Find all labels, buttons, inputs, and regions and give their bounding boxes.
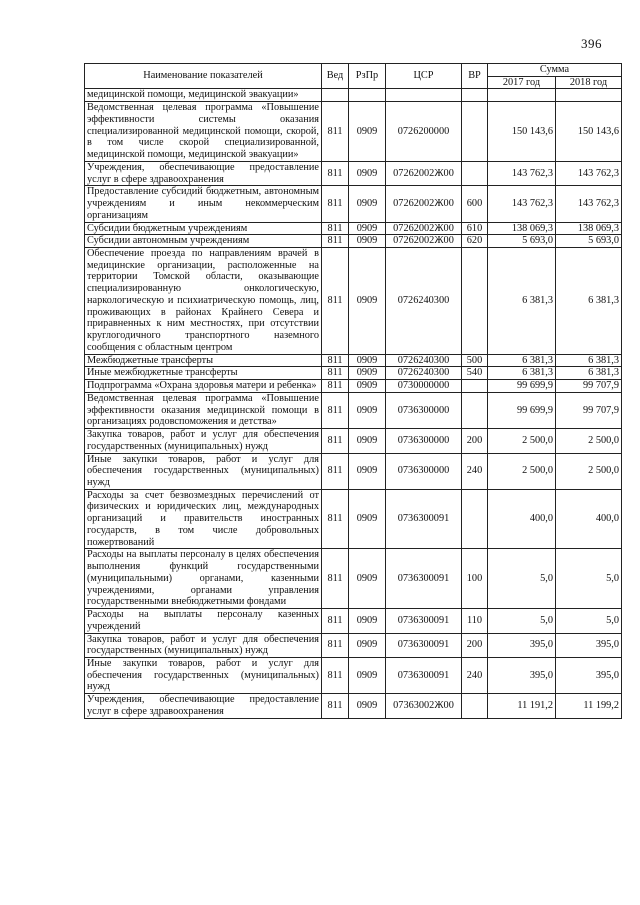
row-ved: 811 (322, 367, 349, 380)
row-sum-2018: 6 381,3 (556, 367, 622, 380)
row-sum-2018: 5,0 (556, 609, 622, 633)
row-name: Обеспечение проезда по направлениям врачей в медицинские организации, расположенные на территории Томской области, оказывающие специализированную онкологическую, наркологическую и психиатрическую помощь, лиц, проживающих в районах Крайнего Севера и приравненных к ним местностях, при отсутствии круглогодичного транспортного наземного сообщения с областным центром (85, 248, 322, 355)
row-name: Расходы на выплаты персоналу в целях обеспечения выполнения функций государственными (муниципальными) органами, казенными учреждениями, органами управления государственными внебюджетными фондами (85, 549, 322, 609)
header-ved: Вед (322, 64, 349, 89)
row-sum-2018: 6 381,3 (556, 248, 622, 355)
row-csr: 0730000000 (386, 380, 462, 393)
row-rzpr: 0909 (349, 222, 386, 235)
row-name: Межбюджетные трансферты (85, 354, 322, 367)
row-sum-2017: 11 191,2 (488, 694, 556, 718)
row-rzpr: 0909 (349, 694, 386, 718)
row-ved: 811 (322, 235, 349, 248)
row-vr: 540 (462, 367, 488, 380)
row-rzpr: 0909 (349, 102, 386, 162)
row-csr: 07262002Ж00 (386, 235, 462, 248)
table-row (85, 453, 622, 489)
row-sum-2018: 150 143,6 (556, 102, 622, 162)
row-csr (386, 89, 462, 102)
row-rzpr: 0909 (349, 186, 386, 222)
row-name: Подпрограмма «Охрана здоровья матери и ребенка» (85, 380, 322, 393)
table-row (85, 222, 622, 235)
row-sum-2017: 2 500,0 (488, 453, 556, 489)
row-vr (462, 102, 488, 162)
row-rzpr: 0909 (349, 429, 386, 453)
table-row (85, 89, 622, 102)
row-sum-2018: 143 762,3 (556, 186, 622, 222)
table-row (85, 633, 622, 657)
row-sum-2017: 5 693,0 (488, 235, 556, 248)
table-row (85, 549, 622, 609)
table-row (85, 367, 622, 380)
row-sum-2018: 138 069,3 (556, 222, 622, 235)
header-csr: ЦСР (386, 64, 462, 89)
budget-table-body (85, 89, 622, 718)
row-sum-2018: 99 707,9 (556, 380, 622, 393)
row-ved: 811 (322, 489, 349, 549)
row-name: Ведомственная целевая программа «Повышение эффективности оказания медицинской помощи в организациях родовспоможения и детства» (85, 392, 322, 428)
row-csr: 0726200000 (386, 102, 462, 162)
row-sum-2018: 5,0 (556, 549, 622, 609)
row-sum-2017: 143 762,3 (488, 186, 556, 222)
row-rzpr: 0909 (349, 354, 386, 367)
row-ved: 811 (322, 248, 349, 355)
row-vr: 620 (462, 235, 488, 248)
row-ved: 811 (322, 549, 349, 609)
row-rzpr: 0909 (349, 392, 386, 428)
row-csr: 0736300000 (386, 392, 462, 428)
row-ved: 811 (322, 429, 349, 453)
row-vr: 240 (462, 657, 488, 693)
row-vr (462, 248, 488, 355)
row-sum-2018: 395,0 (556, 657, 622, 693)
row-csr: 0736300000 (386, 453, 462, 489)
row-vr (462, 392, 488, 428)
row-csr: 07262002Ж00 (386, 186, 462, 222)
table-row (85, 489, 622, 549)
row-csr: 0736300091 (386, 489, 462, 549)
table-row (85, 161, 622, 185)
row-vr: 110 (462, 609, 488, 633)
row-rzpr: 0909 (349, 609, 386, 633)
row-sum-2017: 6 381,3 (488, 354, 556, 367)
row-ved: 811 (322, 609, 349, 633)
row-ved: 811 (322, 694, 349, 718)
row-name: Предоставление субсидий бюджетным, автономным учреждениям и иным некоммерческим организациям (85, 186, 322, 222)
row-csr: 0726240300 (386, 367, 462, 380)
row-rzpr: 0909 (349, 633, 386, 657)
page-number: 396 (581, 36, 602, 51)
row-vr (462, 89, 488, 102)
row-vr: 240 (462, 453, 488, 489)
row-rzpr: 0909 (349, 380, 386, 393)
row-rzpr (349, 89, 386, 102)
row-vr (462, 489, 488, 549)
header-2017: 2017 год (488, 76, 556, 89)
row-sum-2017: 400,0 (488, 489, 556, 549)
row-csr: 07363002Ж00 (386, 694, 462, 718)
row-name: Учреждения, обеспечивающие предоставление услуг в сфере здравоохранения (85, 694, 322, 718)
row-ved: 811 (322, 392, 349, 428)
row-csr: 0736300091 (386, 657, 462, 693)
row-sum-2017: 395,0 (488, 657, 556, 693)
row-sum-2018: 11 199,2 (556, 694, 622, 718)
row-sum-2018: 143 762,3 (556, 161, 622, 185)
row-rzpr: 0909 (349, 367, 386, 380)
row-sum-2018: 395,0 (556, 633, 622, 657)
row-sum-2017: 99 699,9 (488, 392, 556, 428)
row-sum-2018: 2 500,0 (556, 453, 622, 489)
row-sum-2017: 150 143,6 (488, 102, 556, 162)
row-csr: 0736300091 (386, 549, 462, 609)
row-rzpr: 0909 (349, 489, 386, 549)
row-ved: 811 (322, 161, 349, 185)
row-ved: 811 (322, 657, 349, 693)
row-rzpr: 0909 (349, 657, 386, 693)
table-row (85, 392, 622, 428)
table-row (85, 609, 622, 633)
row-sum-2017: 395,0 (488, 633, 556, 657)
row-csr: 0736300000 (386, 429, 462, 453)
row-sum-2017: 6 381,3 (488, 248, 556, 355)
table-row (85, 657, 622, 693)
row-vr (462, 380, 488, 393)
row-ved: 811 (322, 102, 349, 162)
budget-table (84, 63, 622, 719)
row-vr: 610 (462, 222, 488, 235)
row-csr: 0736300091 (386, 633, 462, 657)
row-name: Учреждения, обеспечивающие предоставление услуг в сфере здравоохранения (85, 161, 322, 185)
row-ved: 811 (322, 186, 349, 222)
header-sum: Сумма (488, 64, 622, 77)
row-ved: 811 (322, 453, 349, 489)
row-name: медицинской помощи, медицинской эвакуации» (85, 89, 322, 102)
row-vr (462, 694, 488, 718)
row-sum-2017: 5,0 (488, 609, 556, 633)
row-name: Субсидии бюджетным учреждениям (85, 222, 322, 235)
table-row (85, 380, 622, 393)
table-row (85, 429, 622, 453)
row-rzpr: 0909 (349, 248, 386, 355)
row-csr: 0726240300 (386, 354, 462, 367)
row-sum-2018: 400,0 (556, 489, 622, 549)
row-ved: 811 (322, 633, 349, 657)
table-row (85, 186, 622, 222)
row-name: Иные межбюджетные трансферты (85, 367, 322, 380)
row-ved: 811 (322, 222, 349, 235)
row-name: Расходы за счет безвозмездных перечислений от физических и юридических лиц, международных организаций и правительств иностранных государств, в том числе добровольных пожертвований (85, 489, 322, 549)
table-row (85, 102, 622, 162)
row-vr: 500 (462, 354, 488, 367)
header-2018: 2018 год (556, 76, 622, 89)
table-row (85, 694, 622, 718)
row-name: Субсидии автономным учреждениям (85, 235, 322, 248)
row-sum-2018: 5 693,0 (556, 235, 622, 248)
row-csr: 07262002Ж00 (386, 161, 462, 185)
row-sum-2017: 99 699,9 (488, 380, 556, 393)
row-vr: 200 (462, 429, 488, 453)
row-csr: 0736300091 (386, 609, 462, 633)
row-name: Иные закупки товаров, работ и услуг для обеспечения государственных (муниципальных) нужд (85, 657, 322, 693)
row-name: Иные закупки товаров, работ и услуг для обеспечения государственных (муниципальных) нужд (85, 453, 322, 489)
row-name: Закупка товаров, работ и услуг для обеспечения государственных (муниципальных) нужд (85, 633, 322, 657)
row-csr: 0726240300 (386, 248, 462, 355)
row-name: Ведомственная целевая программа «Повышение эффективности системы оказания специализированной медицинской помощи, скорой, в том числе скорой специализированной, медицинской помощи, медицинской эвакуации» (85, 102, 322, 162)
row-sum-2017: 6 381,3 (488, 367, 556, 380)
row-sum-2017: 2 500,0 (488, 429, 556, 453)
row-rzpr: 0909 (349, 453, 386, 489)
row-ved: 811 (322, 380, 349, 393)
header-rzpr: РзПр (349, 64, 386, 89)
row-rzpr: 0909 (349, 161, 386, 185)
header-name: Наименование показателей (85, 64, 322, 89)
row-rzpr: 0909 (349, 235, 386, 248)
header-vr: ВР (462, 64, 488, 89)
row-sum-2017: 143 762,3 (488, 161, 556, 185)
table-row (85, 354, 622, 367)
row-sum-2018: 99 707,9 (556, 392, 622, 428)
table-row (85, 248, 622, 355)
row-ved: 811 (322, 354, 349, 367)
row-vr: 200 (462, 633, 488, 657)
row-sum-2018 (556, 89, 622, 102)
row-vr (462, 161, 488, 185)
row-sum-2018: 2 500,0 (556, 429, 622, 453)
row-csr: 07262002Ж00 (386, 222, 462, 235)
row-name: Расходы на выплаты персоналу казенных учреждений (85, 609, 322, 633)
row-vr: 600 (462, 186, 488, 222)
row-name: Закупка товаров, работ и услуг для обеспечения государственных (муниципальных) нужд (85, 429, 322, 453)
row-ved (322, 89, 349, 102)
row-sum-2017 (488, 89, 556, 102)
row-sum-2018: 6 381,3 (556, 354, 622, 367)
row-vr: 100 (462, 549, 488, 609)
row-rzpr: 0909 (349, 549, 386, 609)
row-sum-2017: 5,0 (488, 549, 556, 609)
table-row (85, 235, 622, 248)
row-sum-2017: 138 069,3 (488, 222, 556, 235)
